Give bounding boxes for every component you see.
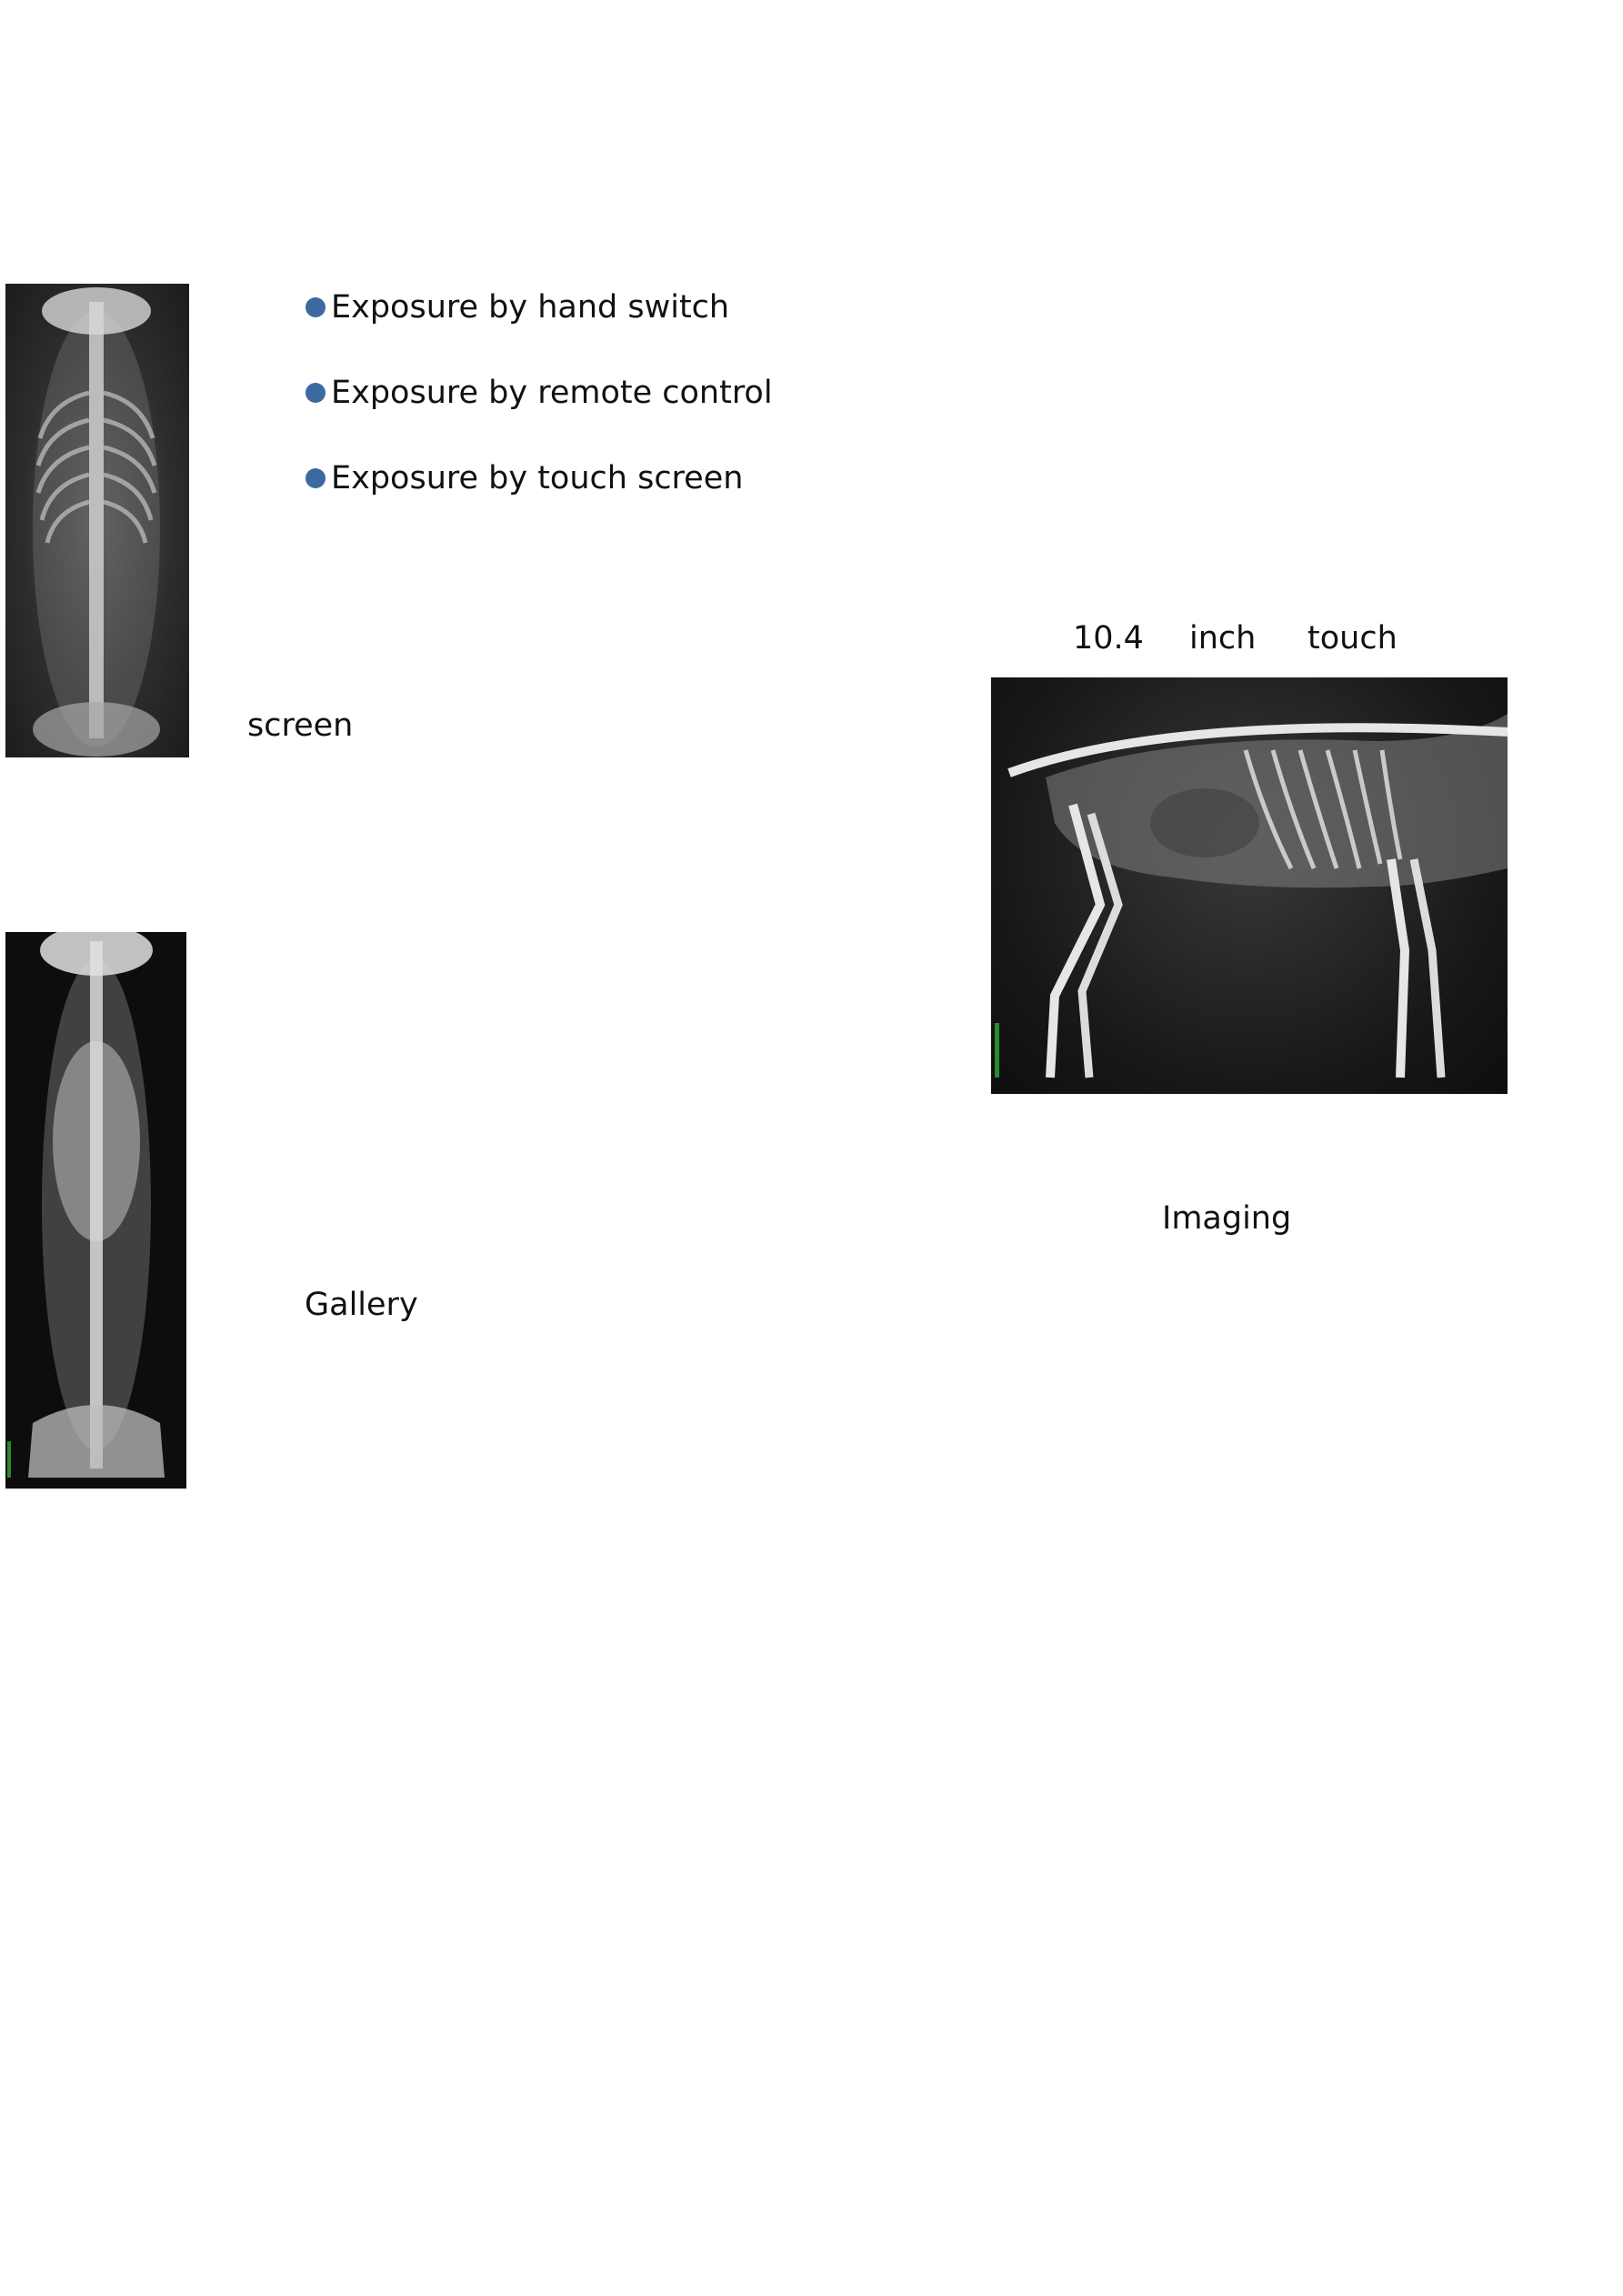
bullet-dot-icon [306,468,326,488]
xray-dorsal-spine-image [5,932,186,1489]
list-item [306,373,773,413]
xray-ventrodorsal-image [5,284,189,757]
caption-gallery: Gallery [305,1287,418,1323]
list-item [306,287,773,327]
bullet-dot-icon [306,383,326,403]
bullet-dot-icon [306,297,326,317]
caption-screen-unit: inch [1189,620,1257,657]
list-item-text: Exposure by touch screen [331,460,744,496]
exposure-options-list [306,287,773,544]
caption-screen-type: touch [1307,620,1398,657]
caption-screen-word: screen [247,707,354,744]
list-item-text: Exposure by hand switch [331,289,730,326]
xray-lateral-dog-image [991,677,1508,1094]
list-item [306,458,773,498]
caption-screen-size: 10.4 [1073,620,1144,657]
caption-imaging: Imaging [1162,1200,1292,1237]
list-item-text: Exposure by remote control [331,375,773,411]
